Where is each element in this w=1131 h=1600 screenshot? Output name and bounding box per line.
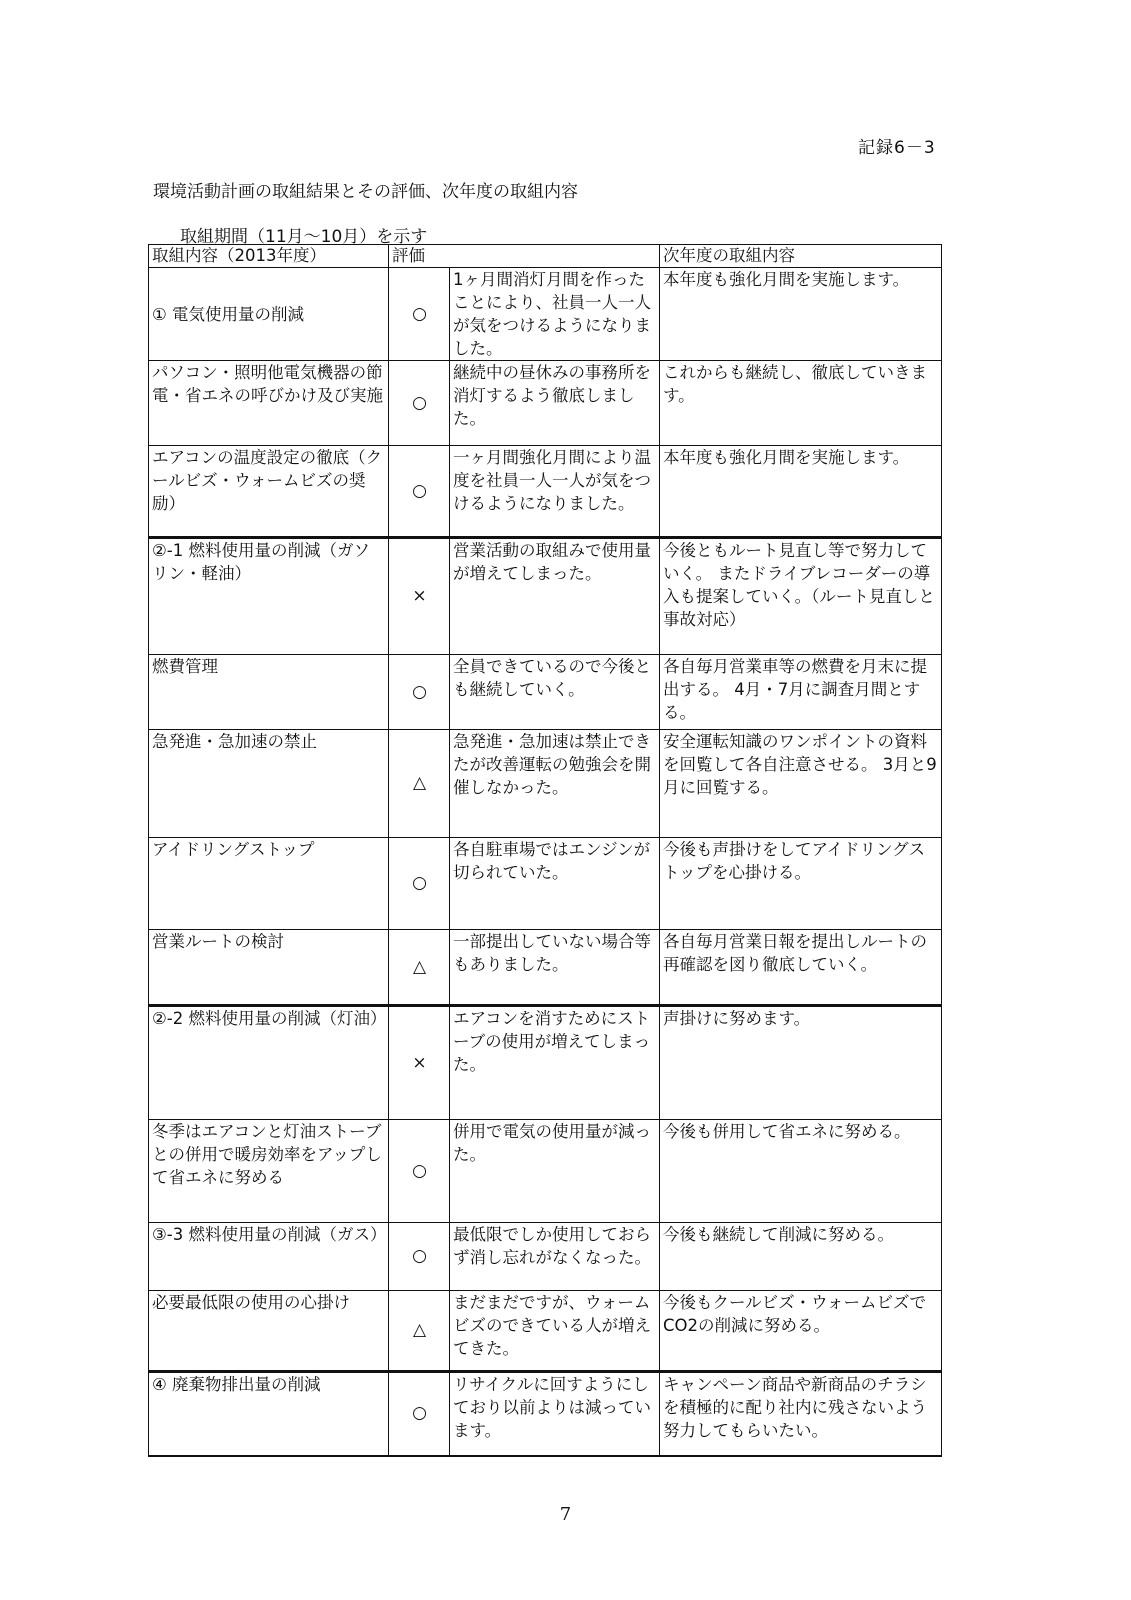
row-next: キャンペーン商品や新商品のチラシを積極的に配り社内に残さないよう努力してもらいたい。: [660, 1372, 942, 1456]
header-content: 取組内容（2013年度）: [149, 245, 389, 268]
row-result: 一部提出していない場合等もありました。: [450, 930, 660, 1006]
evaluation-mark: △: [389, 1291, 450, 1372]
evaluation-mark: ○: [389, 1120, 450, 1223]
row-content: ③-3 燃料使用量の削減（ガス）: [149, 1223, 389, 1291]
record-id: 記録6－3: [858, 138, 936, 158]
table-row: [149, 1120, 942, 1223]
row-content: 冬季はエアコンと灯油ストーブとの併用で暖房効率をアップして省エネに努める: [149, 1120, 389, 1223]
evaluation-mark: ○: [389, 268, 450, 361]
row-result: 営業活動の取組みで使用量が増えてしまった。: [450, 538, 660, 655]
row-content: ① 電気使用量の削減: [149, 268, 389, 361]
row-result: 1ヶ月間消灯月間を作ったことにより、社員一人一人が気をつけるようになりました。: [450, 268, 660, 361]
table-header-row: [149, 245, 942, 268]
table-row: [149, 730, 942, 838]
header-next-year: 次年度の取組内容: [660, 245, 942, 268]
table-row: [149, 1006, 942, 1120]
table-row: [149, 446, 942, 538]
row-result: 各自駐車場ではエンジンが切られていた。: [450, 838, 660, 930]
row-next: 今後も継続して削減に努める。: [660, 1223, 942, 1291]
row-next: 本年度も強化月間を実施します。: [660, 268, 942, 361]
row-content: アイドリングストップ: [149, 838, 389, 930]
row-content: 燃費管理: [149, 655, 389, 730]
evaluation-mark: △: [389, 930, 450, 1006]
evaluation-mark: ○: [389, 1372, 450, 1456]
row-next: 本年度も強化月間を実施します。: [660, 446, 942, 538]
table-row: [149, 361, 942, 446]
evaluation-mark: ○: [389, 446, 450, 538]
row-content: パソコン・照明他電気機器の節電・省エネの呼びかけ及び実施: [149, 361, 389, 446]
row-next: 今後ともルート見直し等で努力していく。 またドライブレコーダーの導入も提案していく。（ルート見直しと事故対応）: [660, 538, 942, 655]
table-row: [149, 655, 942, 730]
row-next: 今後もクールビズ・ウォームビズでCO2の削減に努める。: [660, 1291, 942, 1372]
evaluation-mark: ×: [389, 538, 450, 655]
row-next: 今後も併用して省エネに努める。: [660, 1120, 942, 1223]
row-result: 継続中の昼休みの事務所を消灯するよう徹底しました。: [450, 361, 660, 446]
document-title: 環境活動計画の取組結果とその評価、次年度の取組内容: [153, 182, 578, 202]
row-next: 今後も声掛けをしてアイドリングストップを心掛ける。: [660, 838, 942, 930]
table-row: [149, 538, 942, 655]
row-result: 急発進・急加速は禁止できたが改善運転の勉強会を開催しなかった。: [450, 730, 660, 838]
row-result: リサイクルに回すようにしており以前よりは減っています。: [450, 1372, 660, 1456]
table-row: [149, 930, 942, 1006]
header-evaluation: 評価: [389, 245, 660, 268]
evaluation-mark: ×: [389, 1006, 450, 1120]
activity-table: [148, 244, 942, 1457]
row-result: まだまだですが、ウォームビズのできている人が増えてきた。: [450, 1291, 660, 1372]
row-next: 各自毎月営業車等の燃費を月末に提出する。 4月・7月に調査月間とする。: [660, 655, 942, 730]
row-content: エアコンの温度設定の徹底（クールビズ・ウォームビズの奨励）: [149, 446, 389, 538]
evaluation-mark: △: [389, 730, 450, 838]
evaluation-mark: ○: [389, 1223, 450, 1291]
row-content: ④ 廃棄物排出量の削減: [149, 1372, 389, 1456]
evaluation-mark: ○: [389, 361, 450, 446]
row-next: 安全運転知識のワンポイントの資料を回覧して各自注意させる。 3月と9月に回覧する。: [660, 730, 942, 838]
row-next: 各自毎月営業日報を提出しルートの再確認を図り徹底していく。: [660, 930, 942, 1006]
table-row: [149, 1223, 942, 1291]
row-result: 一ヶ月間強化月間により温度を社員一人一人が気をつけるようになりました。: [450, 446, 660, 538]
page-number: 7: [559, 1504, 572, 1525]
row-result: 全員できているので今後とも継続していく。: [450, 655, 660, 730]
table-row: [149, 838, 942, 930]
table-row: [149, 1372, 942, 1456]
evaluation-mark: ○: [389, 655, 450, 730]
period-note: 取組期間（11月～10月）を示す: [180, 227, 428, 247]
evaluation-mark: ○: [389, 838, 450, 930]
row-content: ②-1 燃料使用量の削減（ガソリン・軽油）: [149, 538, 389, 655]
row-result: エアコンを消すためにストーブの使用が増えてしまった。: [450, 1006, 660, 1120]
row-content: ②-2 燃料使用量の削減（灯油）: [149, 1006, 389, 1120]
row-next: これからも継続し、徹底していきます。: [660, 361, 942, 446]
row-content: 急発進・急加速の禁止: [149, 730, 389, 838]
row-content: 必要最低限の使用の心掛け: [149, 1291, 389, 1372]
row-result: 併用で電気の使用量が減った。: [450, 1120, 660, 1223]
row-result: 最低限でしか使用しておらず消し忘れがなくなった。: [450, 1223, 660, 1291]
table-row: [149, 268, 942, 361]
row-next: 声掛けに努めます。: [660, 1006, 942, 1120]
table-row: [149, 1291, 942, 1372]
row-content: 営業ルートの検討: [149, 930, 389, 1006]
